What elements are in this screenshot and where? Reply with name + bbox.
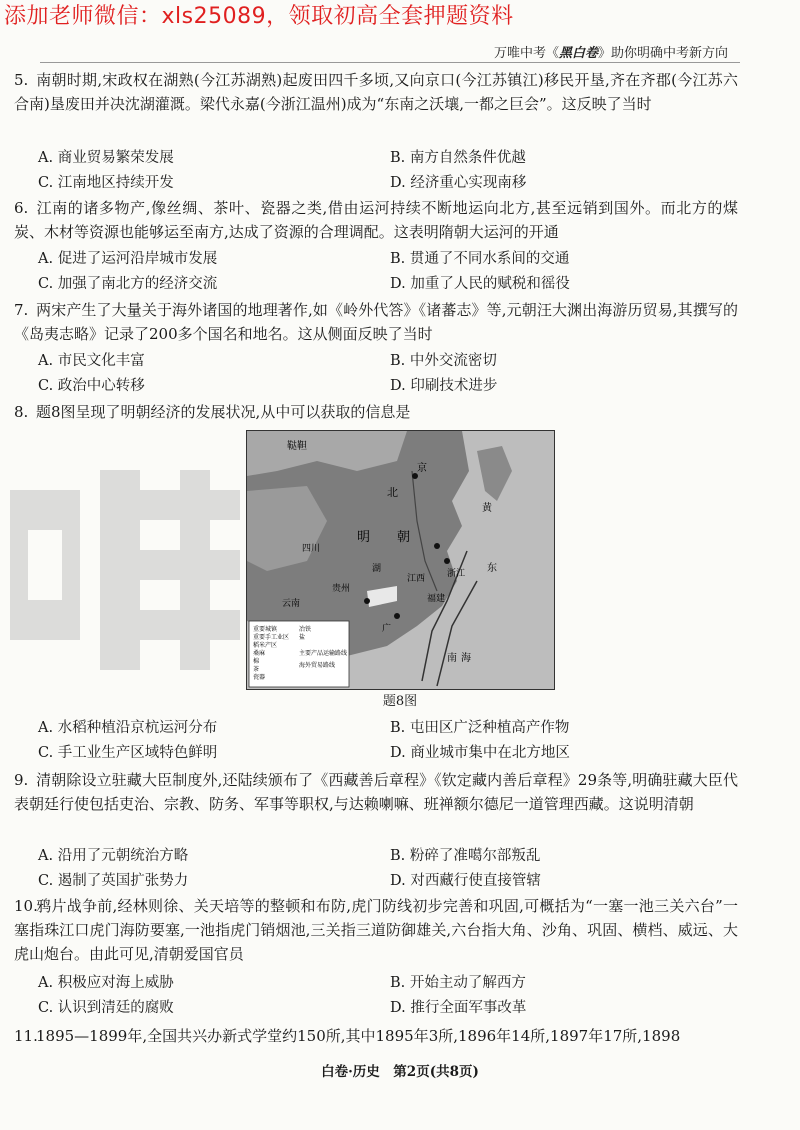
q8-option-a: A. 水稻种植沿京杭运河分布	[38, 720, 218, 736]
header-prefix: 万唯中考《	[493, 46, 559, 61]
map-label: 鞑靼	[287, 441, 307, 452]
watermark-logo	[10, 470, 246, 670]
header-brand: 黑白卷	[558, 46, 598, 61]
map-label: 湖	[372, 564, 382, 574]
q5-option-a: A. 商业贸易繁荣发展	[38, 150, 174, 166]
page-header	[494, 42, 728, 61]
legend-item: 重要手工业区	[253, 634, 290, 641]
question-stem: 鸦片战争前,经林则徐、关天培等的整顿和布防,虎门防线初步完善和巩固,可概括为“一塞一池三关六台”一塞指珠江口虎门海防要塞,一池指虎门销烟池,三关指三道防御雄关,六台指大角、沙角、巩固、横档、威远、大虎山炮台。由此可见,清朝爱国官员	[14, 897, 738, 963]
q5-option-b: B. 南方自然条件优越	[390, 150, 526, 166]
legend-item: 桑麻	[253, 650, 266, 657]
map-label: 海	[461, 653, 471, 664]
map-label: 云南	[282, 599, 301, 609]
q7-option-b: B. 中外交流密切	[390, 353, 497, 369]
legend-item: 茶	[253, 666, 260, 673]
q6-option-d: D. 加重了人民的赋税和徭役	[390, 276, 570, 292]
legend-item: 盐	[299, 634, 306, 641]
map-label: 福建	[427, 594, 446, 604]
question-stem: 题8图呈现了明朝经济的发展状况,从中可以获取的信息是	[36, 403, 411, 421]
question-10	[14, 894, 738, 966]
q9-option-d: D. 对西藏行使直接管辖	[390, 873, 541, 889]
legend-item: 主要产品运输路线	[299, 650, 348, 657]
question-stem: 南朝时期,宋政权在湖熟(今江苏湖熟)起废田四千多顷,又向京口(今江苏镇江)移民开垦,齐在齐郡(今江苏六合南)垦废田并决沈湖灌溉。梁代永嘉(今浙江温州)成为“东南之沃壤,一都之巨会”。这反映了当时	[14, 71, 738, 113]
q7-option-a: A. 市民文化丰富	[38, 353, 145, 369]
q8-option-b: B. 屯田区广泛种植高产作物	[390, 720, 570, 736]
legend-item: 冶铁	[299, 626, 312, 633]
q9-option-a: A. 沿用了元朝统治方略	[38, 848, 189, 864]
question-stem: 江南的诸多物产,像丝绸、茶叶、瓷器之类,借由运河持续不断地运向北方,甚至远销到国外。而北方的煤炭、木材等资源也能够运至南方,达成了资源的合理调配。这表明隋朝大运河的开通	[14, 199, 738, 241]
question-stem: 清朝除设立驻藏大臣制度外,还陆续颁布了《西藏善后章程》《钦定藏内善后章程》29条等,明确驻藏大臣代表朝廷行使包括吏治、宗教、防务、军事等职权,与达赖喇嘛、班禅额尔德尼一道管理西藏。这说明清朝	[14, 771, 738, 813]
q7-option-d: D. 印刷技术进步	[390, 378, 498, 394]
map-label: 黄	[482, 503, 492, 514]
legend-item: 稻米产区	[253, 642, 278, 649]
q6-option-b: B. 贯通了不同水系间的交通	[390, 251, 570, 267]
q10-option-d: D. 推行全面军事改革	[390, 1000, 527, 1016]
q10-option-a: A. 积极应对海上威胁	[38, 975, 174, 991]
question-7	[14, 298, 738, 346]
ming-economy-map	[246, 430, 555, 690]
map-label: 朝	[397, 530, 411, 545]
question-number: 7.	[14, 301, 29, 319]
question-5	[14, 68, 738, 116]
question-number: 6.	[14, 199, 29, 217]
q10-option-b: B. 开始主动了解西方	[390, 975, 526, 991]
question-number: 8.	[14, 403, 29, 421]
question-number: 10.	[14, 897, 38, 915]
question-number: 9.	[14, 771, 29, 789]
map-label: 浙江	[447, 569, 466, 579]
map-label: 东	[487, 563, 497, 574]
legend-item: 瓷器	[253, 674, 266, 681]
question-number: 5.	[14, 71, 29, 89]
map-label: 京	[417, 463, 427, 474]
question-9	[14, 768, 738, 816]
map-label: 广	[382, 624, 392, 634]
map-city-marker	[444, 558, 450, 564]
promo-banner: 添加老师微信：xls25089，领取初高全套押题资料	[4, 4, 514, 29]
map-city-marker	[364, 598, 370, 604]
q6-option-c: C. 加强了南北方的经济交流	[38, 276, 218, 292]
map-graphic	[247, 431, 554, 689]
question-11	[14, 1024, 738, 1048]
map-label: 四川	[302, 544, 321, 554]
map-city-marker	[394, 613, 400, 619]
q8-option-c: C. 手工业生产区域特色鲜明	[38, 745, 218, 761]
map-label: 北	[387, 486, 398, 499]
q6-option-a: A. 促进了运河沿岸城市发展	[38, 251, 218, 267]
question-stem: 1895—1899年,全国共兴办新式学堂约150所,其中1895年3所,1896年14所,1897年17所,1898	[36, 1027, 681, 1045]
question-stem: 两宋产生了大量关于海外诸国的地理著作,如《岭外代答》《诸蕃志》等,元朝汪大渊出海游历贸易,其撰写的《岛夷志略》记录了200多个国名和地名。这从侧面反映了当时	[14, 301, 738, 343]
map-label: 江西	[407, 574, 426, 584]
map-label: 明	[357, 530, 371, 545]
map-city-marker	[434, 543, 440, 549]
question-number: 11.	[14, 1027, 38, 1045]
q10-option-c: C. 认识到清廷的腐败	[38, 1000, 174, 1016]
legend-item: 重要城镇	[253, 626, 278, 633]
q5-option-d: D. 经济重心实现南移	[390, 175, 527, 191]
legend-item: 棉	[253, 658, 260, 665]
legend-item: 海外贸易路线	[299, 662, 336, 669]
question-8	[14, 400, 738, 424]
q5-option-c: C. 江南地区持续开发	[38, 175, 174, 191]
header-divider	[40, 62, 740, 63]
header-suffix: 》助你明确中考新方向	[597, 46, 728, 61]
map-label: 南	[447, 653, 457, 664]
q7-option-c: C. 政治中心转移	[38, 378, 145, 394]
q8-option-d: D. 商业城市集中在北方地区	[390, 745, 570, 761]
map-caption: 题8图	[382, 694, 418, 709]
map-label: 贵州	[332, 584, 351, 594]
q9-option-b: B. 粉碎了准噶尔部叛乱	[390, 848, 541, 864]
page-footer: 白卷·历史 第2页(共8页)	[321, 1064, 479, 1080]
q9-option-c: C. 遏制了英国扩张势力	[38, 873, 189, 889]
question-6	[14, 196, 738, 244]
